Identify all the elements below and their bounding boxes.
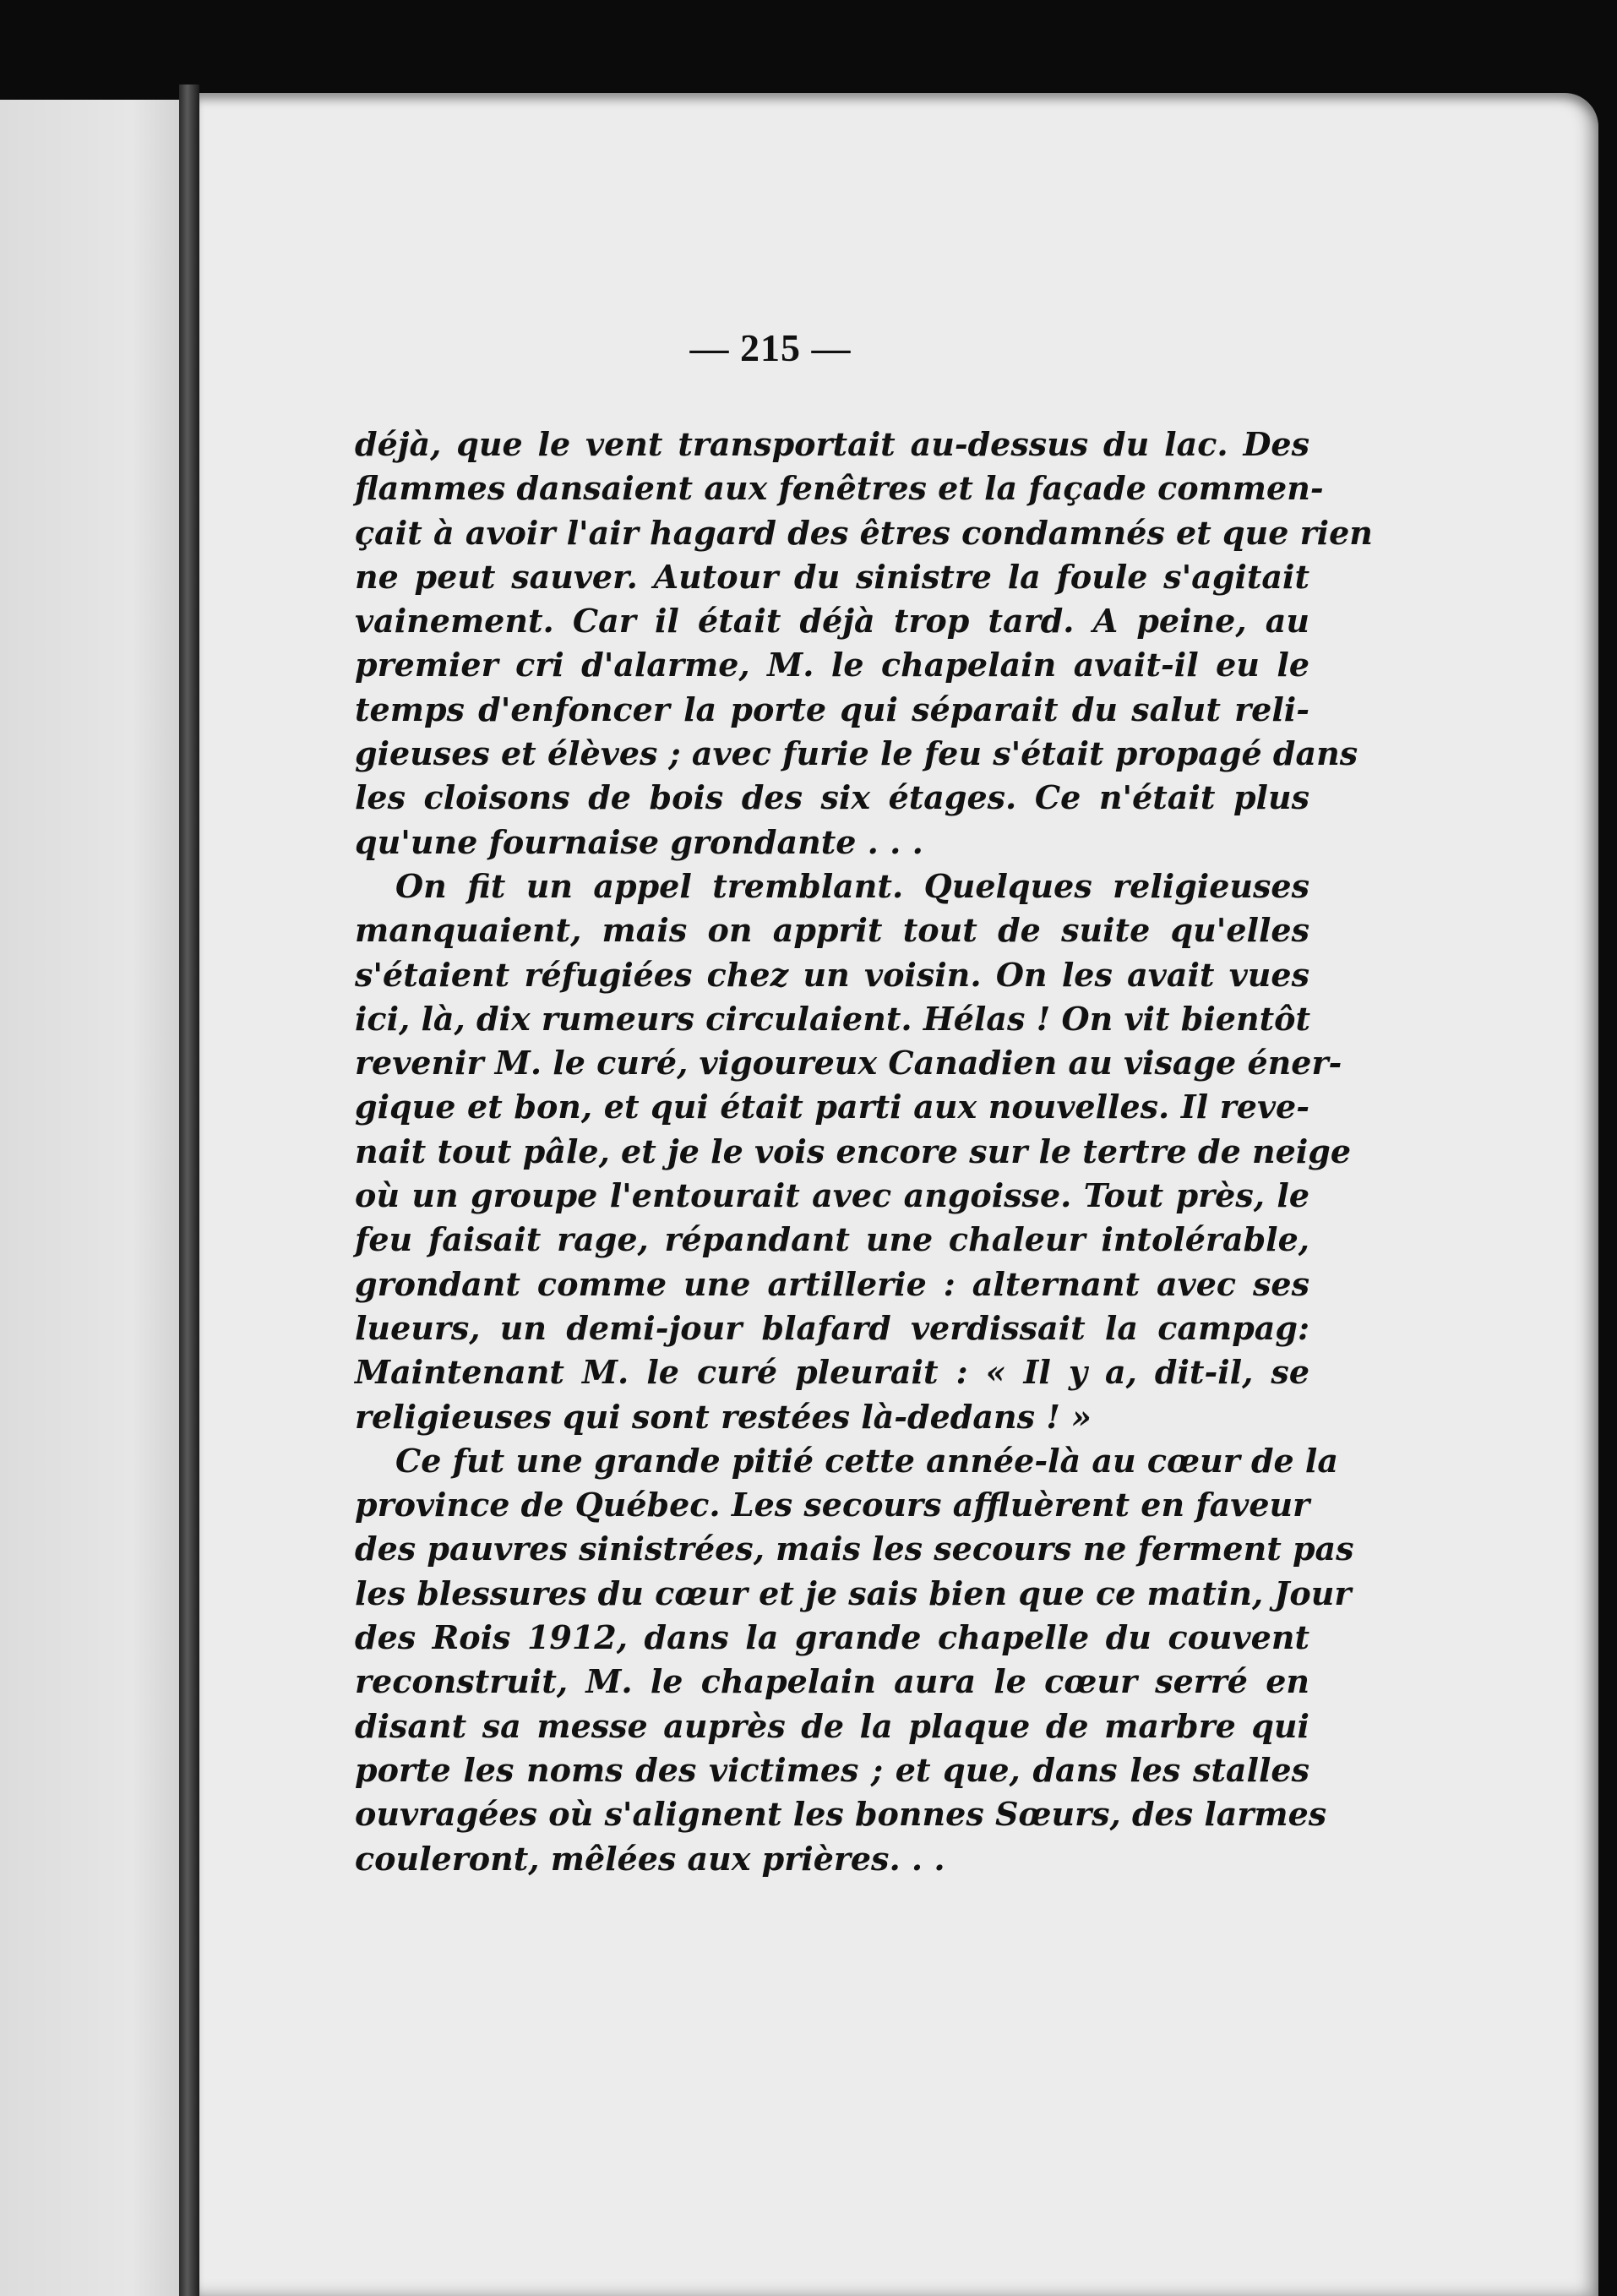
text-line: nait tout pâle, et je le vois encore sur le tertre de neige [355,1132,1352,1170]
text-line: des Rois 1912, dans la grande chapelle du couvent [355,1618,1309,1657]
text-line: çait à avoir l'air hagard des êtres condamnés et que rien [355,513,1373,552]
page-number: — 215 — [689,326,852,369]
text-line: temps d'enfoncer la porte qui séparait du salut reli- [355,690,1309,728]
text-line: ouvragées où s'alignent les bonnes Sœurs, des larmes [355,1795,1327,1834]
book-gutter [179,85,199,2296]
paragraph-last-line: qu'une fournaise grondante . . . [355,822,923,861]
paragraph-first-line: Ce fut une grande pitié cette année-là au cœur de la [395,1441,1338,1480]
text-line: s'étaient réfugiées chez un voisin. On les avait vues [355,955,1309,994]
paragraph-first-line: On fit un appel tremblant. Quelques religieuses [395,866,1309,905]
text-line: flammes dansaient aux fenêtres et la façade commen- [355,469,1324,508]
text-line: gique et bon, et qui était parti aux nouvelles. Il reve- [355,1088,1309,1126]
left-page-edge [0,100,189,2296]
text-line: grondant comme une artillerie : alternant avec ses [355,1264,1309,1303]
text-line: les blessures du cœur et je sais bien que ce matin, Jour [355,1573,1352,1612]
text-line: porte les noms des victimes ; et que, dans les stalles [355,1750,1309,1789]
text-line: revenir M. le curé, vigoureux Canadien au visage éner- [355,1044,1342,1083]
text-line: feu faisait rage, répandant une chaleur intolérable, [355,1220,1309,1259]
text-line: les cloisons de bois des six étages. Ce n'était plus [355,778,1309,817]
text-line: Maintenant M. le curé pleurait : « Il y a, dit-il, se [355,1353,1309,1392]
text-line: province de Québec. Les secours affluèrent en faveur [355,1486,1310,1524]
text-line: vainement. Car il était déjà trop tard. A peine, au [355,602,1309,641]
text-line: ici, là, dix rumeurs circulaient. Hélas ! On vit bientôt [355,999,1311,1038]
paragraph-last-line: couleront, mêlées aux prières. . . [355,1839,945,1878]
text-line: ne peut sauver. Autour du sinistre la foule s'agitait [355,557,1309,596]
text-line: premier cri d'alarme, M. le chapelain avait-il eu le [355,646,1309,684]
text-line: où un groupe l'entourait avec angoisse. Tout près, le [355,1176,1309,1215]
body-text [355,423,1373,1881]
text-line: déjà, que le vent transportait au-dessus du lac. Des [355,425,1309,463]
paragraph-last-line: religieuses qui sont restées là-dedans ! » [355,1397,1092,1436]
text-line: lueurs, un demi-jour blafard verdissait la campag: [355,1308,1309,1347]
text-line: des pauvres sinistrées, mais les secours ne ferment pas [355,1530,1354,1568]
text-line: disant sa messe auprès de la plaque de marbre qui [355,1706,1309,1745]
text-line: gieuses et élèves ; avec furie le feu s'était propagé dans [355,734,1358,773]
text-line: manquaient, mais on apprit tout de suite qu'elles [355,911,1309,950]
text-line: reconstruit, M. le chapelain aura le cœur serré en [355,1662,1309,1701]
